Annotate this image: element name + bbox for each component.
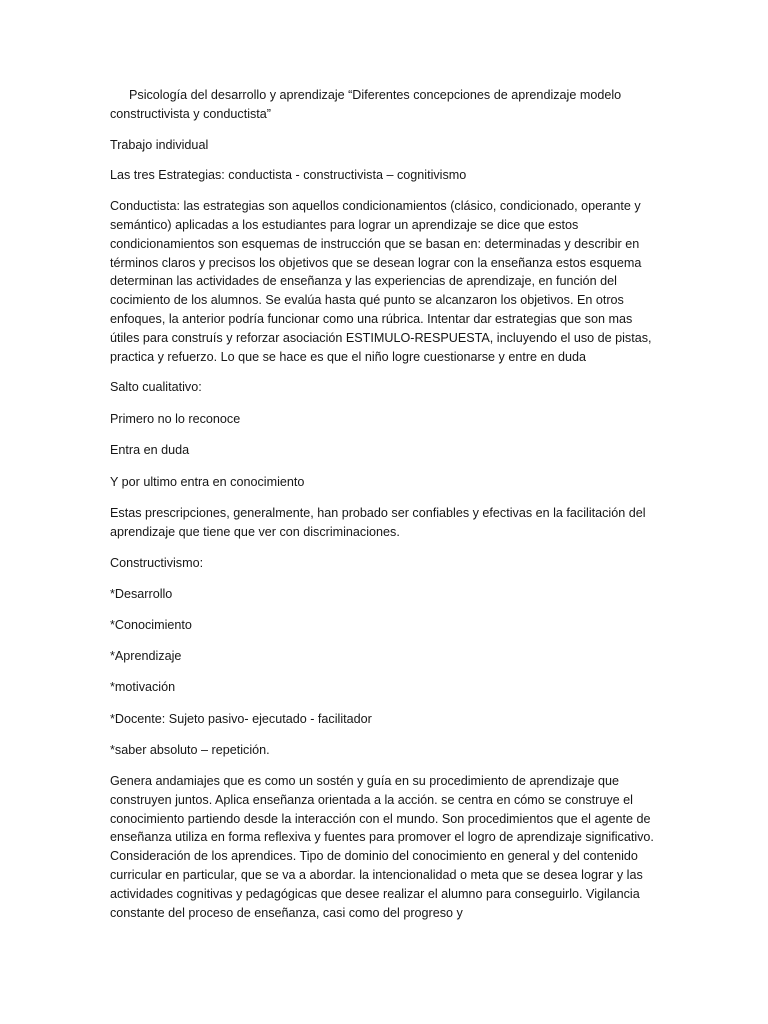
list-item: *Conocimiento (110, 618, 192, 633)
list-item: *motivación (110, 680, 176, 695)
constructivismo-list (110, 585, 658, 760)
salto-step: Y por ultimo entra en conocimiento (110, 474, 305, 489)
prescripciones-paragraph: Estas prescripciones, generalmente, han probado ser confiables y efectivas en la facilitación del aprendizaje que tiene que ver con discriminaciones. (110, 505, 646, 539)
final-paragraph: Genera andamiajes que es como un sostén y guía en su procedimiento de aprendizaje que construyen juntos. Aplica enseñanza orientada a la acción. se centra en cómo se construye el conocimiento partiendo desde la interacción con el mundo. Son procedimientos que el agente de enseñanza utiliza en forma reflexiva y fuentes para promover el logro de aprendizaje significativo. Consideración de los aprendices. Tipo de dominio del conocimiento en general y del contenido curricular en particular, que se va a abordar. la intencionalidad o meta que se desea lograr y las actividades cognitivas y pedagógicas que desee realizar el alumno para conseguirlo. Vigilancia constante del proceso de enseñanza, casi como del progreso y (110, 774, 654, 920)
conductista-paragraph: Conductista: las estrategias son aquellos condicionamientos (clásico, condicionado, operante y semántico) aplicadas a los estudiantes para lograr un aprendizaje se dice que estos condicionamientos son esquemas de instrucción que se basan en: determinadas y describir en términos claros y precisos los objetivos que se desean lograr con la enseñanza estos esquema determinan las actividades de enseñanza y las experiencias de aprendizaje, en función del cocimiento de los alumnos. Se evalúa hasta qué punto se alcanzaron los objetivos. En otros enfoques, la anterior podría funcionar como una rúbrica. Intentar dar estrategias que son mas útiles para construís y reforzar asociación ESTIMULO-RESPUESTA, incluyendo el uso de pistas, practica y refuerzo. Lo que se hace es que el niño logre cuestionarse y entre en duda (110, 199, 652, 364)
document-title: Psicología del desarrollo y aprendizaje “Diferentes concepciones de aprendizaje modelo constructivista y conductista” (110, 88, 622, 121)
document-body (110, 86, 658, 934)
document-subtitle: Trabajo individual (110, 137, 209, 152)
strategies-heading: Las tres Estrategias: conductista - constructivista – cognitivismo (110, 168, 467, 183)
salto-step: Primero no lo reconoce (110, 411, 241, 426)
list-item: *Docente: Sujeto pasivo- ejecutado - facilitador (110, 711, 372, 726)
list-item: *Desarrollo (110, 586, 173, 601)
list-item: *Aprendizaje (110, 649, 182, 664)
salto-step: Entra en duda (110, 443, 190, 458)
salto-heading: Salto cualitativo: (110, 380, 202, 395)
constructivismo-heading: Constructivismo: (110, 555, 204, 570)
list-item: *saber absoluto – repetición. (110, 742, 270, 757)
